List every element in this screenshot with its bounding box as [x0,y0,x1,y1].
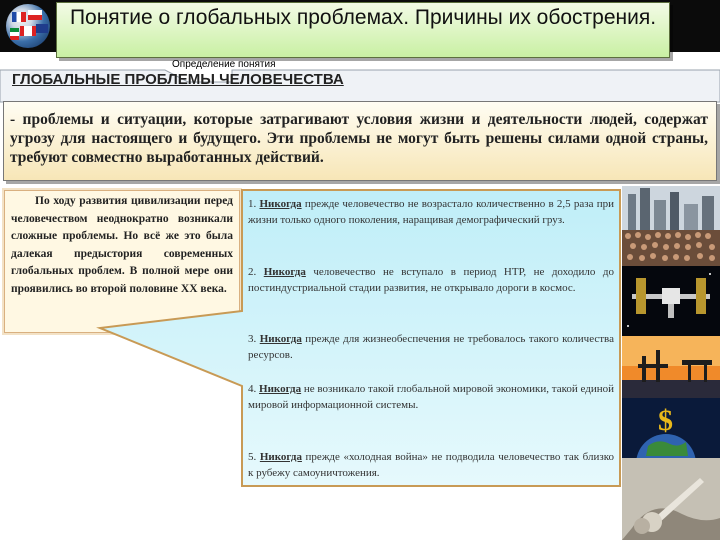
slide-title: Понятие о глобальных проблемах. Причины их обострения. [69,6,657,29]
reason-item-3: 3. Никогда прежде для жизнеобеспечения не требовалось такого количества ресурсов. [248,333,614,361]
oil-platform-photo [622,336,720,398]
crowd-city-photo [622,186,720,266]
space-station-photo [622,266,720,336]
main-heading: ГЛОБАЛЬНЫЕ ПРОБЛЕМЫ ЧЕЛОВЕЧЕСТВА [12,71,344,88]
photo-strip [622,186,720,540]
definition-box [3,101,717,181]
missile-launch-photo [622,458,720,540]
definition-text: - проблемы и ситуации, которые затрагивают условия жизни и деятельности людей, содержат угрозу для настоящего и будущего. Эти проблемы не могут быть решены силами одной страны, требуют совместно выработанных действий. [10,111,708,166]
dollar-globe-photo [622,398,720,458]
reason-item-1: 1. Никогда прежде человечество не возрастало количественно в 2,5 раза при жизни только одного поколения, наращивая демографический груз. [248,198,615,226]
globe-flags-logo [6,4,50,48]
reason-item-2: 2. Никогда человечество не вступало в период НТР, не доходило до постиндустриальной стадии развития, не открывало дороги в космос. [248,266,614,294]
subtitle: Определение понятия [172,59,276,70]
slide-title-box [56,2,670,58]
svg-text:$: $ [658,404,673,437]
history-text: По ходу развития цивилизации перед человечеством неоднократно возникали сложные проблемы. Но всё же это была далекая предыстория современных глобальных проблем. В полной мере они проявились во второй половине XX века. [11,195,233,295]
reason-item-5: 5. Никогда прежде «холодная война» не подводила человечество так близко к рубежу самоуничтожения. [248,451,615,479]
reason-item-4: 4. Никогда не возникало такой глобальной мировой экономики, такой единой мировой информационной системы. [248,383,615,411]
callout-bubble [0,186,720,540]
